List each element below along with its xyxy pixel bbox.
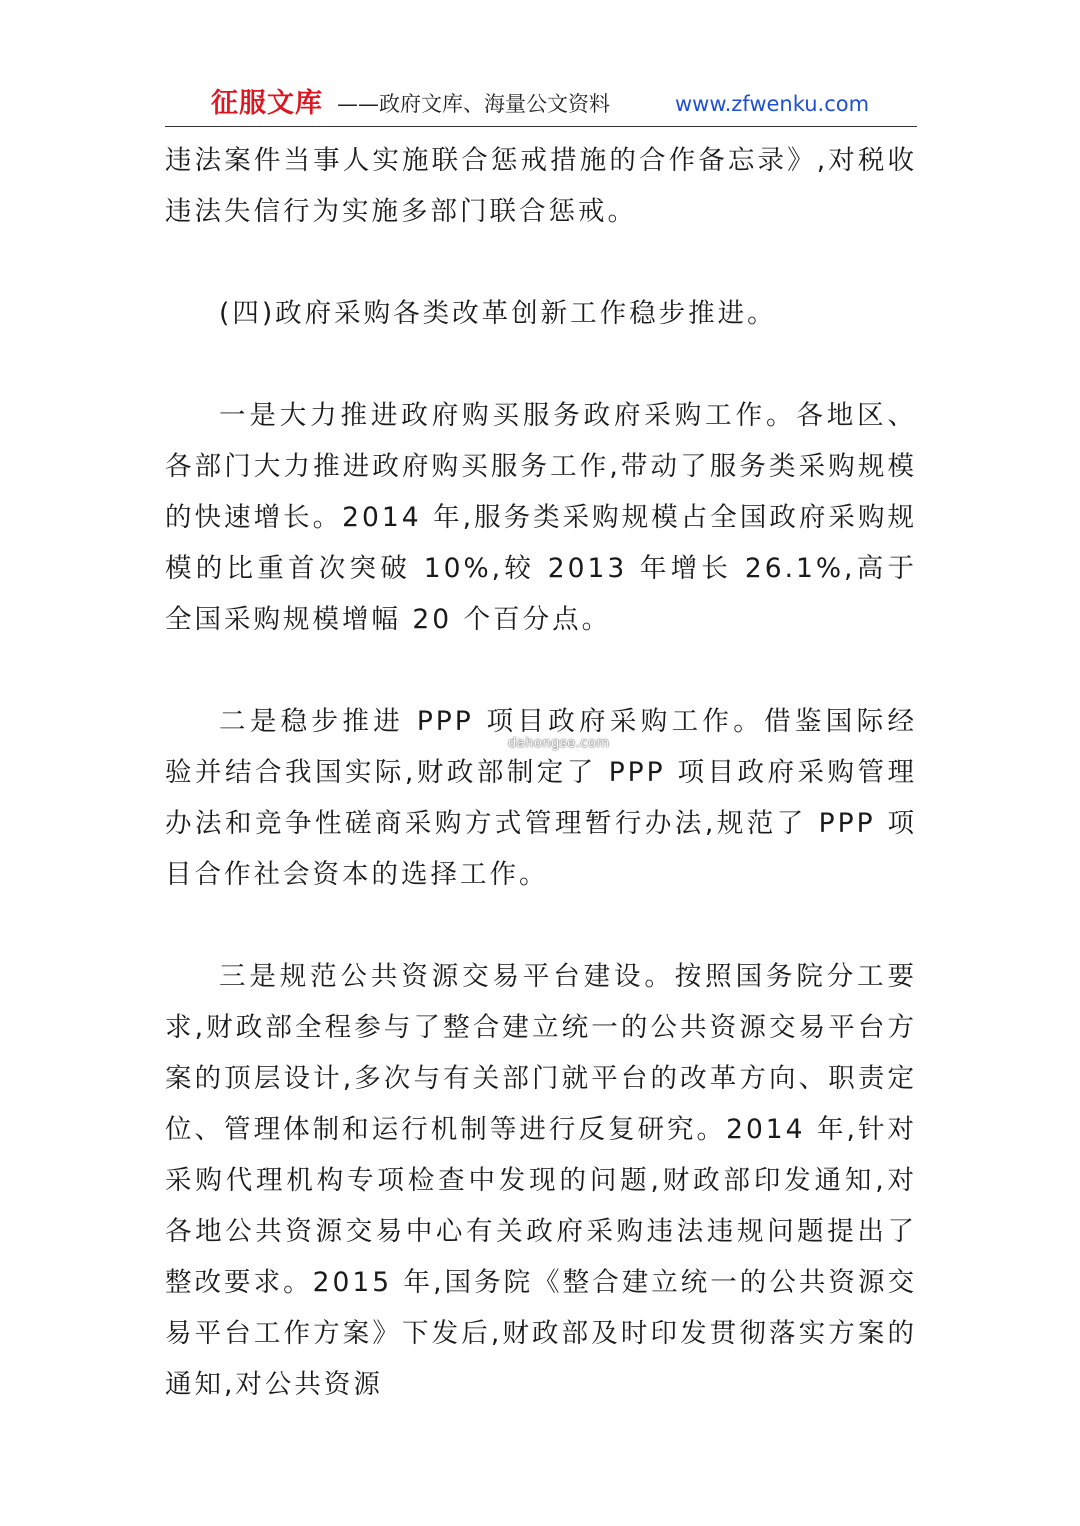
section-heading: (四)政府采购各类改革创新工作稳步推进。 xyxy=(219,298,777,329)
brand-logo-text: 征服文库 xyxy=(211,88,323,119)
paragraph-ppp-procurement: 二是稳步推进 PPP 项目政府采购工作。借鉴国际经验并结合我国实际,财政部制定了 PPP 项目政府采购管理办法和竞争性磋商采购方式管理暂行办法,规范了 PPP 项目合作社会资本的选择工作。 xyxy=(165,706,917,890)
site-url-link[interactable]: www.zfwenku.com xyxy=(675,92,870,116)
header-tagline: ——政府文库、海量公文资料 xyxy=(337,92,610,116)
paragraph-gap xyxy=(165,339,917,390)
paragraph-public-resource-platform: 三是规范公共资源交易平台建设。按照国务院分工要求,财政部全程参与了整合建立统一的公共资源交易平台方案的顶层设计,多次与有关部门就平台的改革方向、职责定位、管理体制和运行机制等进行反复研究。2014 年,针对采购代理机构专项检查中发现的问题,财政部印发通知,对各地公共资源交易中心有关政府采购违法违规问题提出了整改要求。2015 年,国务院《整合建立统一的公共资源交易平台工作方案》下发后,财政部及时印发贯彻落实方案的通知,对公共资源 xyxy=(165,961,917,1400)
paragraph-continuation: 违法案件当事人实施联合惩戒措施的合作备忘录》,对税收违法失信行为实施多部门联合惩戒。 xyxy=(165,145,917,227)
paragraph-service-procurement: 一是大力推进政府购买服务政府采购工作。各地区、各部门大力推进政府购买服务工作,带动了服务类采购规模的快速增长。2014 年,服务类采购规模占全国政府采购规模的比重首次突破 10%,较 2013 年增长 26.1%,高于全国采购规模增幅 20 个百分点。 xyxy=(165,400,917,635)
page-header xyxy=(165,84,917,124)
paragraph-gap xyxy=(165,237,917,288)
watermark-text: dahongse.com xyxy=(508,736,610,751)
document-body xyxy=(165,135,917,1410)
paragraph-gap xyxy=(165,900,917,951)
paragraph-gap xyxy=(165,645,917,696)
header-divider xyxy=(165,126,917,127)
